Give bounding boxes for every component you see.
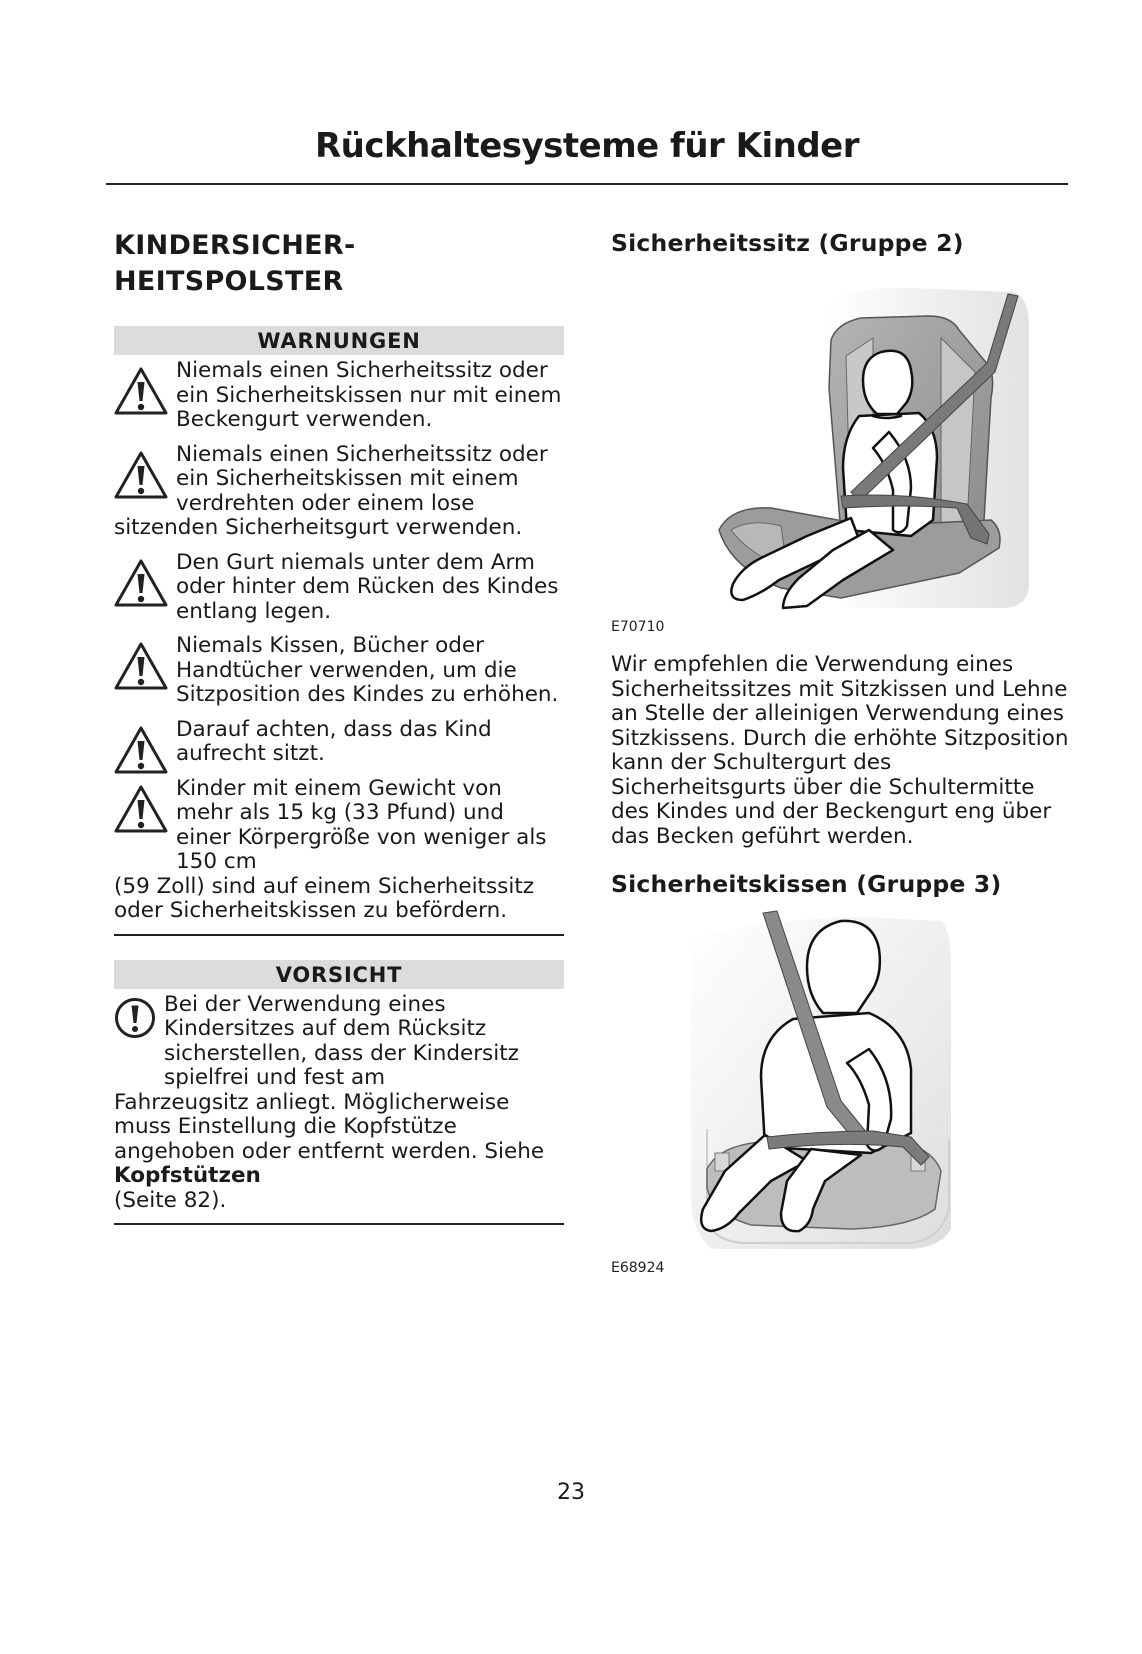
- caution-bottom-rule: [114, 1223, 564, 1225]
- caution-text-cont: [114, 1091, 564, 1214]
- figure-booster-cushion: [611, 909, 1069, 1276]
- warning-item: [114, 634, 564, 708]
- warning-triangle-icon: [114, 642, 168, 690]
- caution-exclamation-icon: [114, 997, 156, 1039]
- warning-item: [114, 551, 564, 625]
- warning-triangle-icon: [114, 726, 168, 774]
- figure-booster-seat: [611, 268, 1069, 635]
- section-heading: [114, 228, 564, 300]
- caution-box: [114, 960, 564, 1226]
- recommendation-paragraph: Wir empfehlen die Verwendung eines Sicherheitssitzes mit Sitzkissen und Lehne an Stelle der alleinigen Verwendung eines Sitzkissens. Durch die erhöhte Sitzposition kann der Schultergurt des Sicherheitsgurts über die Schultermitte des Kindes und der Beckengurt eng über das Becken geführt werden.: [611, 652, 1069, 849]
- warning-text: Darauf achten, dass das Kind aufrecht sitzt.: [176, 716, 492, 766]
- warning-text: Niemals einen Sicherheitssitz oder ein Sicherheitskissen nur mit einem Beckengurt verwenden.: [176, 358, 562, 432]
- page-number: 23: [557, 1480, 585, 1505]
- figure-code-e68924: E68924: [611, 1260, 665, 1276]
- left-column: [114, 228, 564, 1225]
- caution-text-body: Fahrzeugsitz anliegt. Möglicherweise muss Einstellung die Kopfstütze angehoben oder entfernt werden. Siehe: [114, 1089, 545, 1164]
- warning-item: [114, 443, 564, 541]
- title-rule: [106, 183, 1068, 185]
- caution-title: VORSICHT: [114, 960, 564, 989]
- figure-code-e70710: E70710: [611, 619, 665, 635]
- section-heading-line1: KINDERSICHER-: [114, 230, 356, 261]
- caution-text: Bei der Verwendung eines Kindersitzes auf dem Rücksitz sicherstellen, dass der Kindersitz spielfrei und fest am: [164, 991, 519, 1090]
- caution-item: [114, 993, 564, 1214]
- warning-triangle-icon: [114, 785, 168, 833]
- warning-text-cont: (59 Zoll) sind auf einem Sicherheitssitz oder Sicherheitskissen zu befördern.: [114, 873, 535, 923]
- warning-text: Niemals Kissen, Bücher oder Handtücher verwenden, um die Sitzposition des Kindes zu erhöhen.: [176, 633, 559, 707]
- warning-triangle-icon: [114, 367, 168, 415]
- warning-item: [114, 359, 564, 433]
- spacer: [114, 936, 564, 960]
- warning-text-cont: sitzenden Sicherheitsgurt verwenden.: [114, 515, 523, 540]
- warning-item: [114, 777, 564, 924]
- section-heading-line2: HEITSPOLSTER: [114, 266, 344, 297]
- subheading-gruppe-3: Sicherheitskissen (Gruppe 3): [611, 870, 1002, 898]
- warning-text: Den Gurt niemals unter dem Arm oder hinter dem Rücken des Kindes entlang legen.: [176, 549, 559, 624]
- booster-seat-illustration: [611, 268, 1069, 613]
- warning-text: Kinder mit einem Gewicht von mehr als 15 kg (33 Pfund) und einer Körpergröße von weniger als 150 cm: [176, 775, 547, 874]
- page-reference: (Seite 82).: [114, 1187, 227, 1213]
- subheading-gruppe-2: Sicherheitssitz (Gruppe 2): [611, 229, 964, 257]
- page-title: Rückhaltesysteme für Kinder: [314, 126, 859, 166]
- warnings-box: [114, 326, 564, 936]
- warning-text: Niemals einen Sicherheitssitz oder ein Sicherheitskissen mit einem verdrehten oder einem lose: [176, 441, 548, 516]
- booster-cushion-illustration: [611, 909, 1069, 1254]
- kopfstuetzen-link[interactable]: Kopfstützen: [114, 1163, 261, 1188]
- warning-triangle-icon: [114, 451, 168, 499]
- right-column: [611, 228, 1069, 1276]
- warning-triangle-icon: [114, 559, 168, 607]
- warning-item: [114, 718, 564, 767]
- warnings-title: WARNUNGEN: [114, 326, 564, 355]
